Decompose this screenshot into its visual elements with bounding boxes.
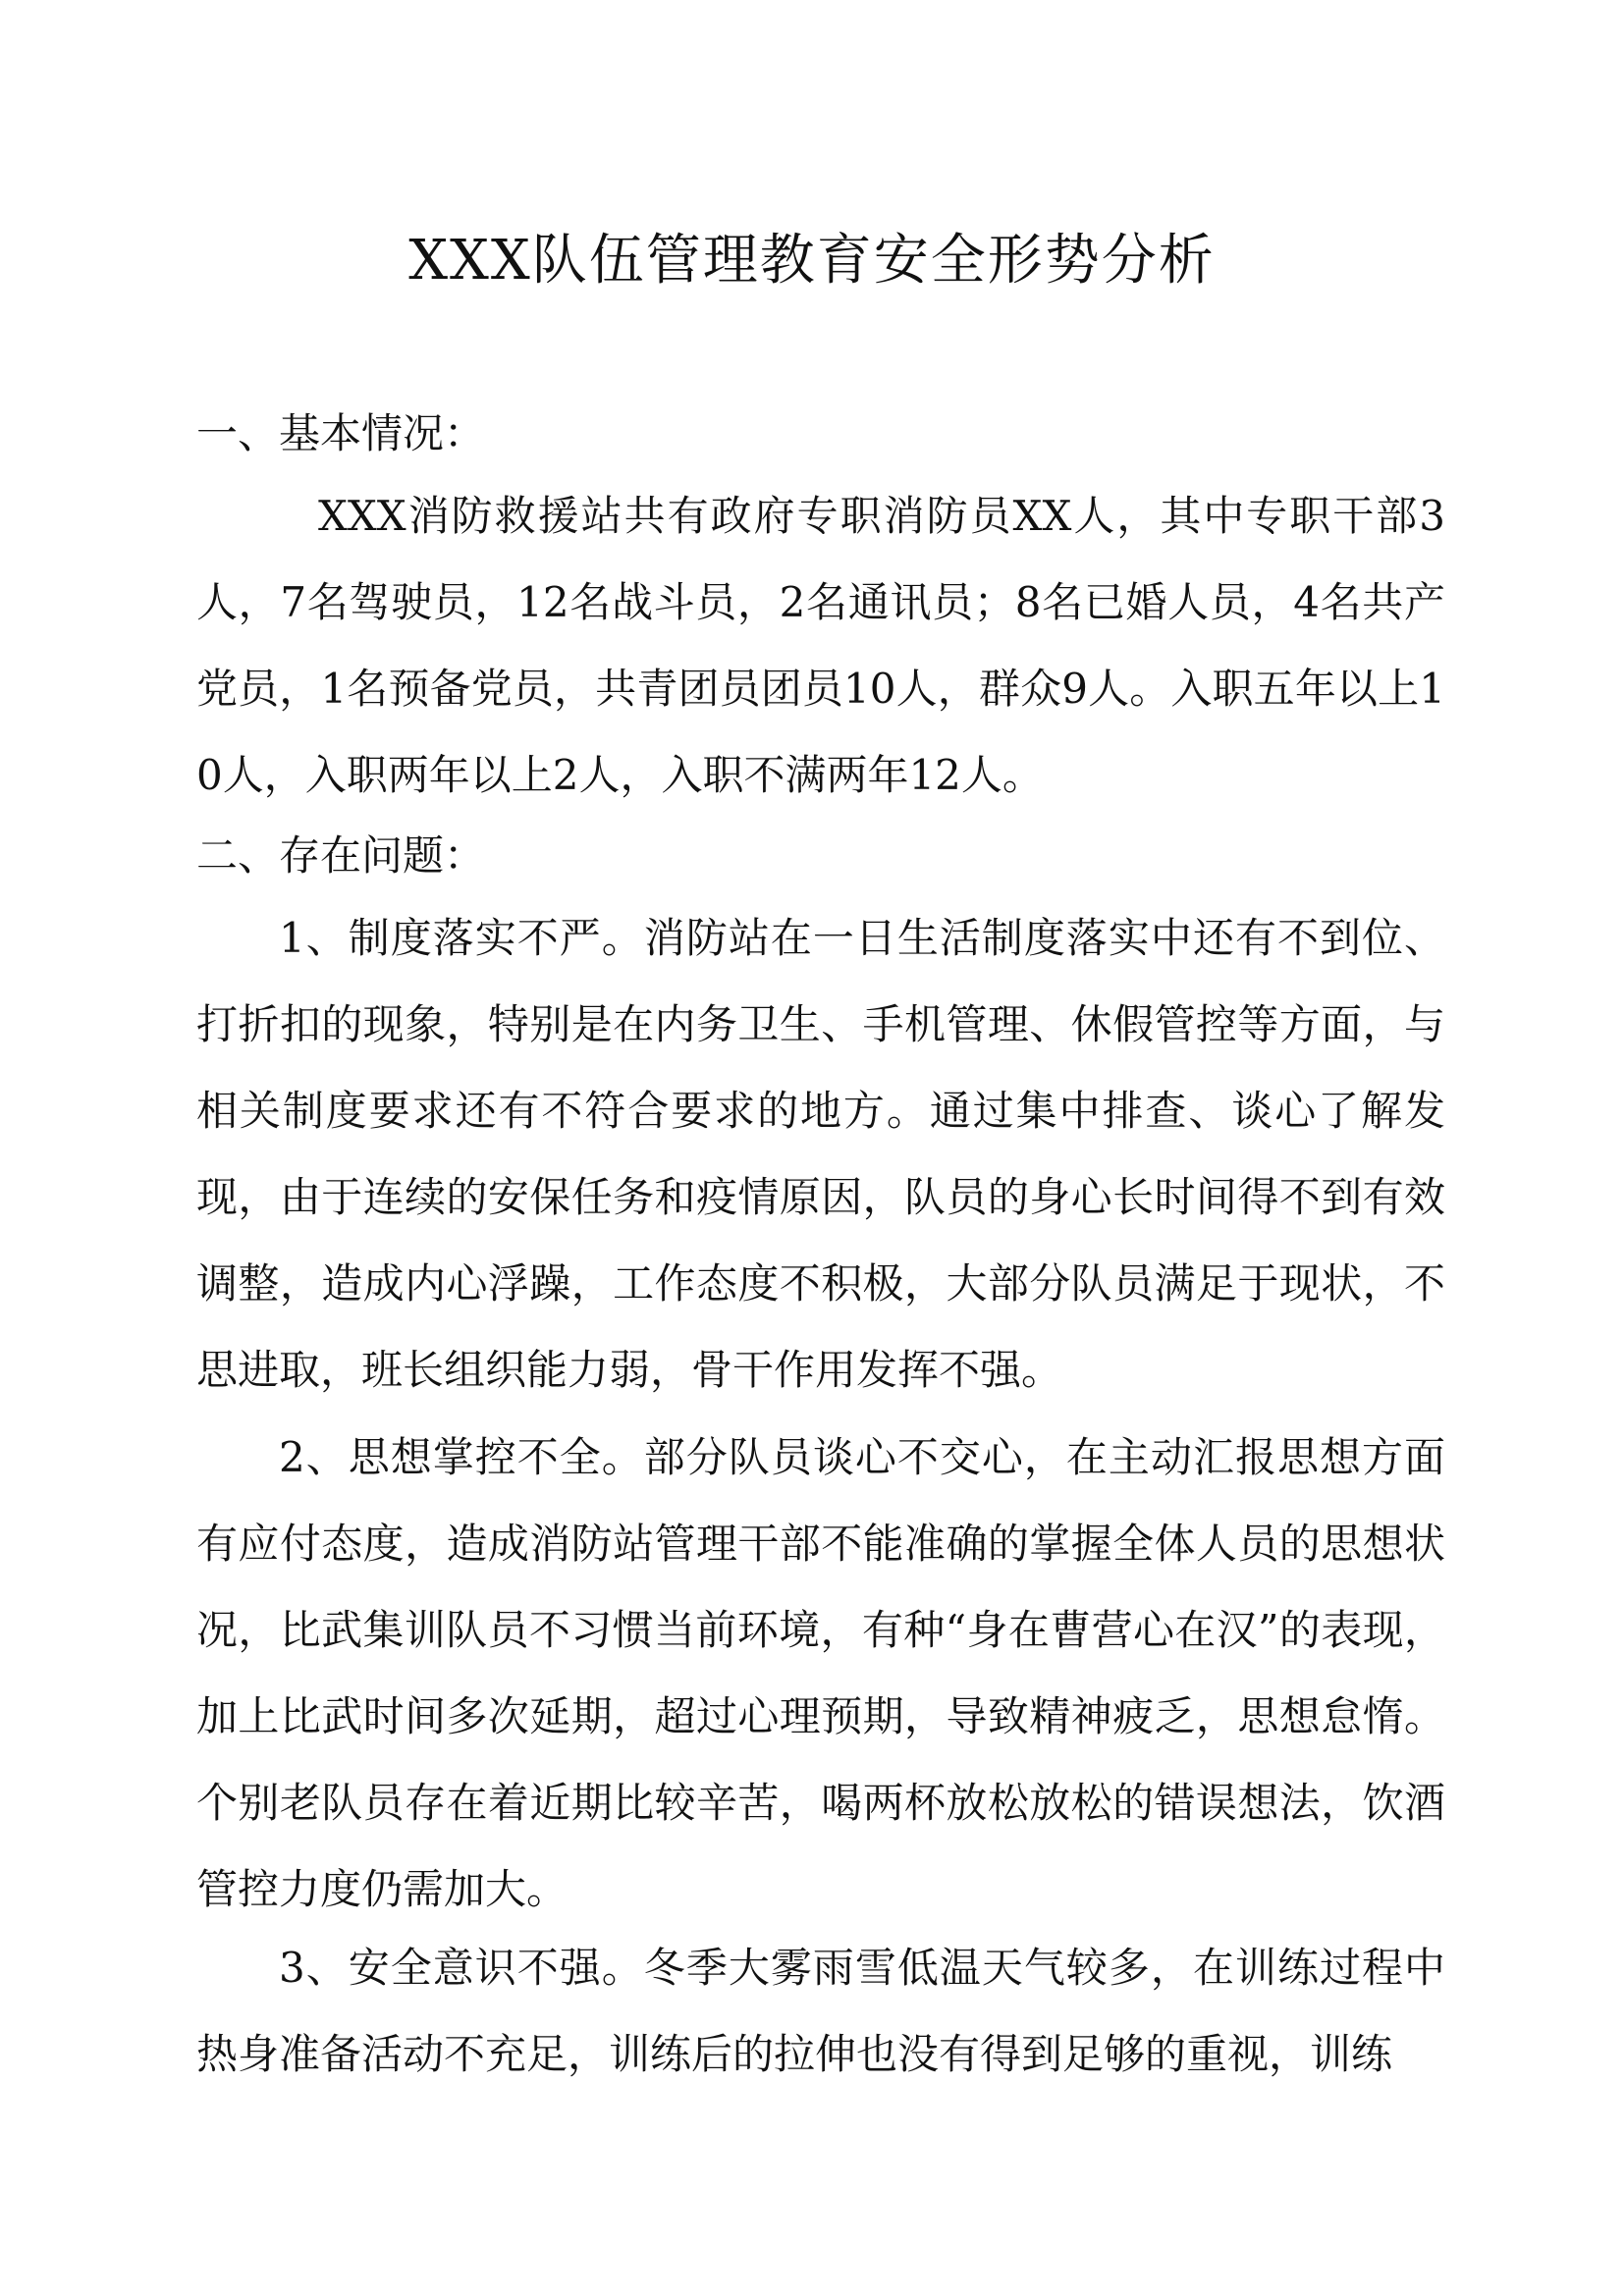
paragraph-basic-situation: XXX消防救援站共有政府专职消防员XX人，其中专职干部3人，7名驾驶员，12名战斗员，2名通讯员；8名已婚人员，4名共产党员，1名预备党员，共青团员团员10人，群众9人。入职五年以上10人，入职两年以上2人，入职不满两年12人。 (196, 492, 1445, 799)
paragraph-problem-2: 2、思想掌控不全。部分队员谈心不交心，在主动汇报思想方面有应付态度，造成消防站管理干部不能准确的掌握全体人员的思想状况，比武集训队员不习惯当前环境，有种“身在曹营心在汉”的表现，加上比武时间多次延期，超过心理预期，导致精神疲乏，思想怠惰。个别老队员存在着近期比较辛苦，喝两杯放松放松的错误想法，饮酒管控力度仍需加大。 (196, 1433, 1445, 1913)
section-heading-existing-problems: 二、存在问题： (196, 831, 486, 880)
section-heading-basic-situation: 一、基本情况： (196, 409, 486, 457)
paragraph-problem-1: 1、制度落实不严。消防站在一日生活制度落实中还有不到位、打折扣的现象，特别是在内务卫生、手机管理、休假管控等方面，与相关制度要求还有不符合要求的地方。通过集中排查、谈心了解发现，由于连续的安保任务和疫情原因，队员的身心长时间得不到有效调整，造成内心浮躁，工作态度不积极，大部分队员满足于现状，不思进取，班长组织能力弱，骨干作用发挥不强。 (196, 914, 1445, 1394)
document-title: XXX队伍管理教育安全形势分析 (408, 229, 1216, 293)
paragraph-problem-3: 3、安全意识不强。冬季大雾雨雪低温天气较多，在训练过程中热身准备活动不充足，训练后的拉伸也没有得到足够的重视，训练 (196, 1944, 1445, 2078)
